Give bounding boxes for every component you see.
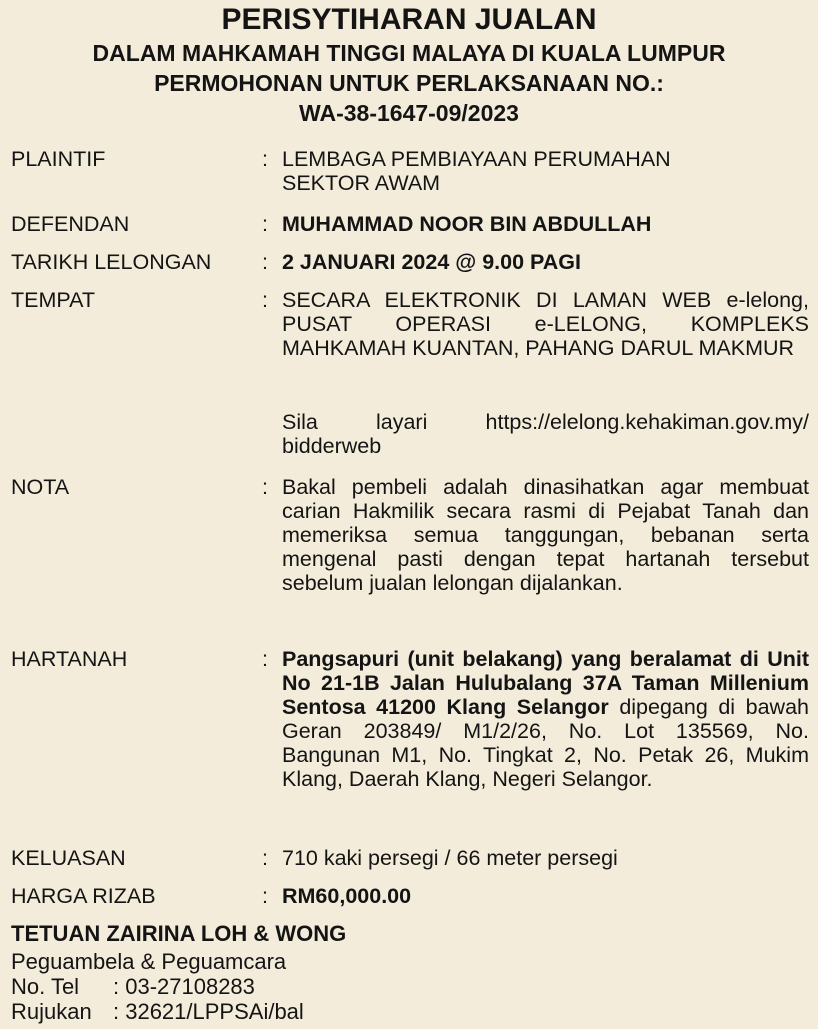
notice-title: PERISYTIHARAN JUALAN [221,3,597,36]
colon: : [262,647,268,671]
property-title-details: dipegang di bawah Geran 203849/ M1/2/26, No. Lot 135569, No. Bangunan M1, No. Tingkat 2, No. Petak 26, Mukim Klang, Daerah Klang, Negeri Selangor. [282,695,809,791]
colon: : [262,846,268,870]
tel-label: No. Tel [11,974,80,999]
plaintif-value [282,147,809,195]
harga-label: HARGA RIZAB [11,884,156,908]
defendan-value: MUHAMMAD NOOR BIN ABDULLAH [282,212,652,236]
defendan-label: DEFENDAN [11,212,130,236]
colon: : [262,212,268,236]
nota-label: NOTA [11,475,70,499]
nota-value: Bakal pembeli adalah dinasihatkan agar membuat carian Hakmilik secara rasmi di Pejabat Tanah dan memeriksa semua tanggungan, bebanan serta mengenal pasti dengan tepat hartanah tersebut sebelum jualan lelongan dijalankan. [282,475,809,595]
colon: : [262,250,268,274]
court-name: DALAM MAHKAMAH TINGGI MALAYA DI KUALA LUMPUR [92,40,726,66]
firm-tel [11,975,255,999]
plaintif-value-line-2: SEKTOR AWAM [282,171,441,195]
harga-value: RM60,000.00 [282,884,412,908]
colon: : [262,288,268,312]
firm-ref [11,1000,304,1024]
tempat-label: TEMPAT [11,288,96,312]
application-line: PERMOHONAN UNTUK PERLAKSANAAN NO.: [154,70,664,96]
tempat-value: SECARA ELEKTRONIK DI LAMAN WEB e-lelong, PUSAT OPERASI e-LELONG, KOMPLEKS MAHKAMAH KUANTAN, PAHANG DARUL MAKMUR [282,288,809,360]
keluasan-value: 710 kaki persegi / 66 meter persegi [282,846,618,870]
tempat-note [282,410,809,458]
ref-label: Rujukan [11,999,92,1024]
firm-name: TETUAN ZAIRINA LOH & WONG [11,921,347,946]
property-address: Pangsapuri (unit belakang) yang beralamat di Unit No 21-1B Jalan Hulubalang 37A Taman Millenium Sentosa 41200 Klang Selangor [282,647,809,719]
colon: : [262,884,268,908]
tarikh-value: 2 JANUARI 2024 @ 9.00 PAGI [282,250,581,274]
ref-value: : 32621/LPPSAi/bal [113,999,304,1024]
tarikh-label: TARIKH LELONGAN [11,250,212,274]
case-number: WA-38-1647-09/2023 [299,100,519,126]
keluasan-label: KELUASAN [11,846,126,870]
hartanah-value [282,647,809,791]
colon: : [262,475,268,499]
colon: : [262,147,268,171]
tempat-note-line-2: bidderweb [282,434,382,458]
plaintif-label: PLAINTIF [11,147,106,171]
hartanah-label: HARTANAH [11,647,128,671]
tempat-note-line-1: Sila layari https://elelong.kehakiman.gov.my/ [282,410,809,434]
tel-value: : 03-27108283 [113,974,255,999]
firm-role: Peguambela & Peguamcara [11,949,287,974]
plaintif-value-line-1: LEMBAGA PEMBIAYAAN PERUMAHAN [282,147,671,171]
